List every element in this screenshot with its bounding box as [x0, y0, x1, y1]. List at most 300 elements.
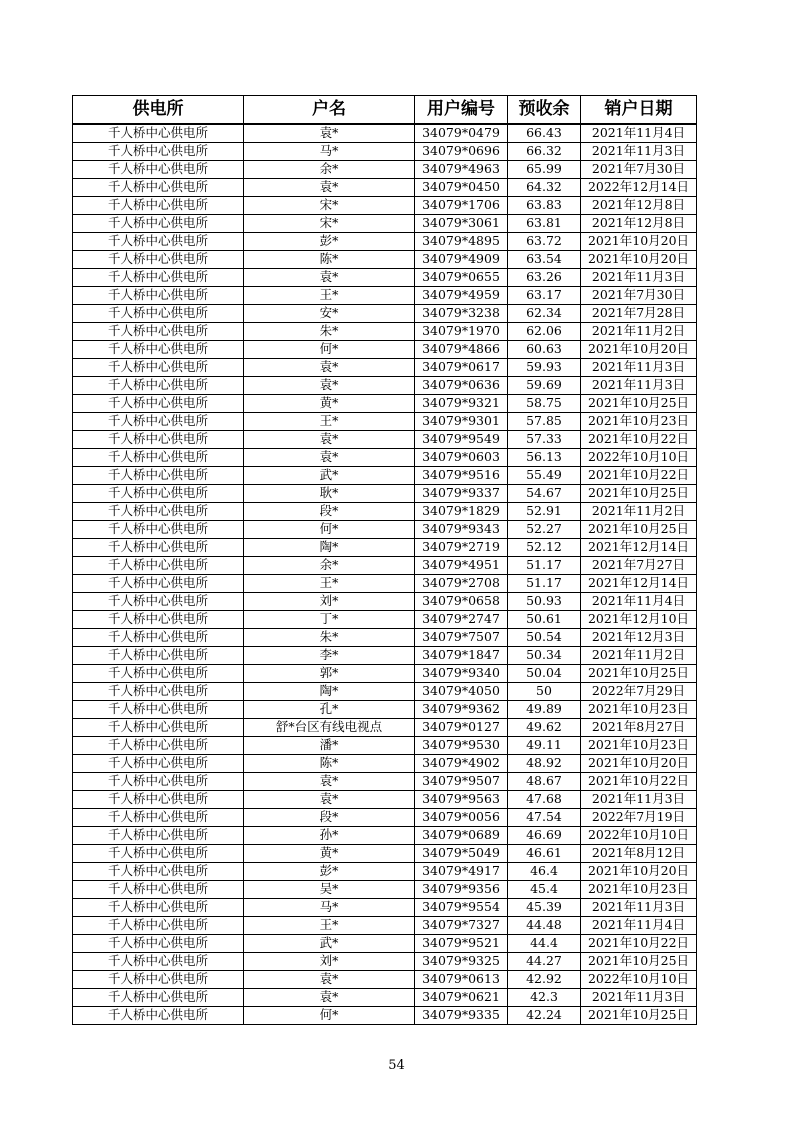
cell-user-id: 34079*1829	[415, 503, 508, 521]
cell-power-station: 千人桥中心供电所	[73, 467, 244, 485]
cell-power-station: 千人桥中心供电所	[73, 485, 244, 503]
cell-prepaid-balance: 42.92	[508, 971, 581, 989]
customer-table	[72, 95, 697, 1025]
table-row	[73, 215, 697, 233]
cell-account-name: 袁*	[244, 377, 415, 395]
cell-user-id: 34079*0127	[415, 719, 508, 737]
table-row	[73, 809, 697, 827]
cell-prepaid-balance: 51.17	[508, 557, 581, 575]
cell-user-id: 34079*0636	[415, 377, 508, 395]
cell-user-id: 34079*9507	[415, 773, 508, 791]
table-row	[73, 323, 697, 341]
cell-account-name: 宋*	[244, 215, 415, 233]
cell-power-station: 千人桥中心供电所	[73, 971, 244, 989]
cell-power-station: 千人桥中心供电所	[73, 161, 244, 179]
cell-account-name: 朱*	[244, 629, 415, 647]
cell-closure-date: 2021年11月2日	[581, 647, 697, 665]
table-row	[73, 755, 697, 773]
cell-closure-date: 2021年10月20日	[581, 233, 697, 251]
table-row	[73, 791, 697, 809]
cell-user-id: 34079*2708	[415, 575, 508, 593]
cell-prepaid-balance: 52.91	[508, 503, 581, 521]
table-row	[73, 143, 697, 161]
cell-power-station: 千人桥中心供电所	[73, 809, 244, 827]
cell-account-name: 宋*	[244, 197, 415, 215]
cell-power-station: 千人桥中心供电所	[73, 737, 244, 755]
cell-closure-date: 2021年11月3日	[581, 359, 697, 377]
cell-prepaid-balance: 62.06	[508, 323, 581, 341]
cell-closure-date: 2021年10月25日	[581, 395, 697, 413]
table-row	[73, 827, 697, 845]
cell-user-id: 34079*9343	[415, 521, 508, 539]
cell-account-name: 安*	[244, 305, 415, 323]
table-row	[73, 575, 697, 593]
cell-account-name: 彭*	[244, 863, 415, 881]
cell-power-station: 千人桥中心供电所	[73, 863, 244, 881]
cell-closure-date: 2022年10月10日	[581, 971, 697, 989]
cell-prepaid-balance: 63.72	[508, 233, 581, 251]
table-row	[73, 773, 697, 791]
cell-user-id: 34079*4959	[415, 287, 508, 305]
cell-account-name: 武*	[244, 467, 415, 485]
cell-closure-date: 2021年11月3日	[581, 899, 697, 917]
cell-closure-date: 2021年8月12日	[581, 845, 697, 863]
cell-user-id: 34079*9362	[415, 701, 508, 719]
cell-user-id: 34079*0689	[415, 827, 508, 845]
cell-account-name: 马*	[244, 899, 415, 917]
table-row	[73, 161, 697, 179]
cell-power-station: 千人桥中心供电所	[73, 251, 244, 269]
cell-prepaid-balance: 44.4	[508, 935, 581, 953]
table-row	[73, 989, 697, 1007]
cell-user-id: 34079*4909	[415, 251, 508, 269]
cell-account-name: 袁*	[244, 773, 415, 791]
cell-account-name: 袁*	[244, 791, 415, 809]
cell-power-station: 千人桥中心供电所	[73, 755, 244, 773]
cell-prepaid-balance: 65.99	[508, 161, 581, 179]
cell-account-name: 郭*	[244, 665, 415, 683]
cell-account-name: 袁*	[244, 989, 415, 1007]
table-row	[73, 124, 697, 143]
cell-user-id: 34079*4917	[415, 863, 508, 881]
cell-prepaid-balance: 64.32	[508, 179, 581, 197]
cell-closure-date: 2021年10月22日	[581, 935, 697, 953]
cell-prepaid-balance: 45.4	[508, 881, 581, 899]
cell-closure-date: 2021年7月27日	[581, 557, 697, 575]
cell-user-id: 34079*0479	[415, 124, 508, 143]
cell-user-id: 34079*4050	[415, 683, 508, 701]
cell-account-name: 袁*	[244, 449, 415, 467]
cell-power-station: 千人桥中心供电所	[73, 881, 244, 899]
cell-closure-date: 2021年12月14日	[581, 539, 697, 557]
cell-power-station: 千人桥中心供电所	[73, 377, 244, 395]
cell-closure-date: 2021年10月25日	[581, 521, 697, 539]
cell-account-name: 武*	[244, 935, 415, 953]
cell-power-station: 千人桥中心供电所	[73, 413, 244, 431]
cell-user-id: 34079*0613	[415, 971, 508, 989]
table-row	[73, 1007, 697, 1025]
cell-closure-date: 2021年11月2日	[581, 503, 697, 521]
table-row	[73, 485, 697, 503]
cell-account-name: 舒*台区有线电视点	[244, 719, 415, 737]
cell-user-id: 34079*4866	[415, 341, 508, 359]
cell-power-station: 千人桥中心供电所	[73, 899, 244, 917]
cell-account-name: 马*	[244, 143, 415, 161]
cell-closure-date: 2021年10月25日	[581, 485, 697, 503]
cell-prepaid-balance: 63.54	[508, 251, 581, 269]
cell-account-name: 袁*	[244, 269, 415, 287]
cell-power-station: 千人桥中心供电所	[73, 179, 244, 197]
cell-user-id: 34079*7507	[415, 629, 508, 647]
cell-closure-date: 2021年11月3日	[581, 377, 697, 395]
table-row	[73, 737, 697, 755]
table-row	[73, 683, 697, 701]
cell-account-name: 余*	[244, 557, 415, 575]
cell-account-name: 陶*	[244, 539, 415, 557]
cell-power-station: 千人桥中心供电所	[73, 521, 244, 539]
table-row	[73, 953, 697, 971]
page-number: 54	[388, 1058, 405, 1073]
cell-prepaid-balance: 44.27	[508, 953, 581, 971]
cell-closure-date: 2021年12月10日	[581, 611, 697, 629]
cell-power-station: 千人桥中心供电所	[73, 647, 244, 665]
cell-user-id: 34079*2719	[415, 539, 508, 557]
cell-prepaid-balance: 52.12	[508, 539, 581, 557]
cell-prepaid-balance: 57.85	[508, 413, 581, 431]
cell-prepaid-balance: 56.13	[508, 449, 581, 467]
cell-prepaid-balance: 63.83	[508, 197, 581, 215]
cell-account-name: 袁*	[244, 971, 415, 989]
cell-account-name: 袁*	[244, 431, 415, 449]
cell-power-station: 千人桥中心供电所	[73, 143, 244, 161]
cell-closure-date: 2021年11月3日	[581, 269, 697, 287]
cell-closure-date: 2021年10月20日	[581, 755, 697, 773]
cell-closure-date: 2021年11月2日	[581, 323, 697, 341]
cell-account-name: 彭*	[244, 233, 415, 251]
cell-power-station: 千人桥中心供电所	[73, 953, 244, 971]
cell-prepaid-balance: 50.61	[508, 611, 581, 629]
cell-user-id: 34079*9335	[415, 1007, 508, 1025]
cell-account-name: 何*	[244, 1007, 415, 1025]
cell-user-id: 34079*4895	[415, 233, 508, 251]
cell-prepaid-balance: 66.43	[508, 124, 581, 143]
cell-closure-date: 2021年8月27日	[581, 719, 697, 737]
cell-prepaid-balance: 45.39	[508, 899, 581, 917]
table-row	[73, 863, 697, 881]
cell-power-station: 千人桥中心供电所	[73, 665, 244, 683]
table-row	[73, 269, 697, 287]
cell-user-id: 34079*7327	[415, 917, 508, 935]
cell-closure-date: 2022年12月14日	[581, 179, 697, 197]
cell-account-name: 朱*	[244, 323, 415, 341]
cell-power-station: 千人桥中心供电所	[73, 1007, 244, 1025]
cell-account-name: 孙*	[244, 827, 415, 845]
cell-closure-date: 2021年10月25日	[581, 1007, 697, 1025]
table-row	[73, 395, 697, 413]
cell-closure-date: 2021年11月3日	[581, 143, 697, 161]
cell-user-id: 34079*9521	[415, 935, 508, 953]
cell-user-id: 34079*1847	[415, 647, 508, 665]
cell-prepaid-balance: 49.11	[508, 737, 581, 755]
table-body	[73, 124, 697, 1025]
cell-user-id: 34079*9337	[415, 485, 508, 503]
cell-user-id: 34079*9325	[415, 953, 508, 971]
cell-account-name: 王*	[244, 917, 415, 935]
cell-power-station: 千人桥中心供电所	[73, 341, 244, 359]
cell-closure-date: 2021年10月20日	[581, 341, 697, 359]
cell-closure-date: 2021年7月28日	[581, 305, 697, 323]
table-row	[73, 179, 697, 197]
cell-user-id: 34079*0658	[415, 593, 508, 611]
table-row	[73, 449, 697, 467]
cell-user-id: 34079*1706	[415, 197, 508, 215]
cell-power-station: 千人桥中心供电所	[73, 323, 244, 341]
cell-user-id: 34079*0603	[415, 449, 508, 467]
cell-prepaid-balance: 49.62	[508, 719, 581, 737]
cell-closure-date: 2021年10月23日	[581, 413, 697, 431]
table-row	[73, 521, 697, 539]
cell-user-id: 34079*1970	[415, 323, 508, 341]
cell-prepaid-balance: 46.61	[508, 845, 581, 863]
header-closure-date: 销户日期	[581, 96, 697, 125]
cell-prepaid-balance: 42.24	[508, 1007, 581, 1025]
cell-account-name: 陈*	[244, 755, 415, 773]
cell-closure-date: 2021年10月22日	[581, 773, 697, 791]
cell-account-name: 余*	[244, 161, 415, 179]
cell-power-station: 千人桥中心供电所	[73, 449, 244, 467]
cell-prepaid-balance: 57.33	[508, 431, 581, 449]
cell-user-id: 34079*0617	[415, 359, 508, 377]
header-prepaid-balance: 预收余	[508, 96, 581, 125]
cell-prepaid-balance: 52.27	[508, 521, 581, 539]
cell-power-station: 千人桥中心供电所	[73, 827, 244, 845]
table-row	[73, 935, 697, 953]
cell-prepaid-balance: 51.17	[508, 575, 581, 593]
cell-user-id: 34079*9554	[415, 899, 508, 917]
cell-power-station: 千人桥中心供电所	[73, 503, 244, 521]
table-row	[73, 431, 697, 449]
cell-prepaid-balance: 54.67	[508, 485, 581, 503]
cell-account-name: 耿*	[244, 485, 415, 503]
cell-prepaid-balance: 44.48	[508, 917, 581, 935]
cell-user-id: 34079*0056	[415, 809, 508, 827]
cell-closure-date: 2021年12月3日	[581, 629, 697, 647]
cell-closure-date: 2021年12月8日	[581, 197, 697, 215]
cell-closure-date: 2021年10月22日	[581, 467, 697, 485]
table-row	[73, 719, 697, 737]
cell-power-station: 千人桥中心供电所	[73, 215, 244, 233]
header-account-name: 户名	[244, 96, 415, 125]
cell-account-name: 刘*	[244, 593, 415, 611]
cell-power-station: 千人桥中心供电所	[73, 593, 244, 611]
cell-prepaid-balance: 63.17	[508, 287, 581, 305]
cell-power-station: 千人桥中心供电所	[73, 395, 244, 413]
cell-prepaid-balance: 63.26	[508, 269, 581, 287]
cell-power-station: 千人桥中心供电所	[73, 539, 244, 557]
cell-closure-date: 2021年10月22日	[581, 431, 697, 449]
cell-power-station: 千人桥中心供电所	[73, 683, 244, 701]
cell-prepaid-balance: 50.04	[508, 665, 581, 683]
cell-closure-date: 2021年12月14日	[581, 575, 697, 593]
table-row	[73, 557, 697, 575]
cell-account-name: 吴*	[244, 881, 415, 899]
cell-account-name: 刘*	[244, 953, 415, 971]
cell-user-id: 34079*4963	[415, 161, 508, 179]
cell-power-station: 千人桥中心供电所	[73, 431, 244, 449]
cell-power-station: 千人桥中心供电所	[73, 629, 244, 647]
cell-closure-date: 2021年11月3日	[581, 791, 697, 809]
table-row	[73, 503, 697, 521]
cell-prepaid-balance: 46.69	[508, 827, 581, 845]
cell-account-name: 孔*	[244, 701, 415, 719]
cell-prepaid-balance: 60.63	[508, 341, 581, 359]
cell-user-id: 34079*9340	[415, 665, 508, 683]
cell-prepaid-balance: 55.49	[508, 467, 581, 485]
cell-account-name: 王*	[244, 287, 415, 305]
cell-closure-date: 2022年10月10日	[581, 449, 697, 467]
cell-prepaid-balance: 47.68	[508, 791, 581, 809]
cell-closure-date: 2022年10月10日	[581, 827, 697, 845]
cell-power-station: 千人桥中心供电所	[73, 611, 244, 629]
header-user-id: 用户编号	[415, 96, 508, 125]
cell-prepaid-balance: 50.93	[508, 593, 581, 611]
header-row	[73, 96, 697, 125]
cell-closure-date: 2021年11月4日	[581, 124, 697, 143]
cell-power-station: 千人桥中心供电所	[73, 773, 244, 791]
cell-prepaid-balance: 63.81	[508, 215, 581, 233]
table-row	[73, 899, 697, 917]
cell-closure-date: 2021年10月23日	[581, 737, 697, 755]
cell-power-station: 千人桥中心供电所	[73, 269, 244, 287]
table-row	[73, 467, 697, 485]
table-row	[73, 665, 697, 683]
table-row	[73, 341, 697, 359]
cell-user-id: 34079*0621	[415, 989, 508, 1007]
table-row	[73, 251, 697, 269]
cell-closure-date: 2021年10月25日	[581, 953, 697, 971]
table-row	[73, 539, 697, 557]
cell-prepaid-balance: 47.54	[508, 809, 581, 827]
cell-account-name: 段*	[244, 809, 415, 827]
cell-user-id: 34079*5049	[415, 845, 508, 863]
cell-user-id: 34079*4902	[415, 755, 508, 773]
table-row	[73, 413, 697, 431]
cell-account-name: 李*	[244, 647, 415, 665]
cell-user-id: 34079*9563	[415, 791, 508, 809]
cell-power-station: 千人桥中心供电所	[73, 287, 244, 305]
cell-closure-date: 2021年7月30日	[581, 161, 697, 179]
cell-user-id: 34079*9301	[415, 413, 508, 431]
table-row	[73, 701, 697, 719]
cell-prepaid-balance: 50.34	[508, 647, 581, 665]
cell-power-station: 千人桥中心供电所	[73, 935, 244, 953]
cell-power-station: 千人桥中心供电所	[73, 197, 244, 215]
cell-account-name: 何*	[244, 341, 415, 359]
cell-closure-date: 2021年10月23日	[581, 701, 697, 719]
table-row	[73, 647, 697, 665]
header-power-station: 供电所	[73, 96, 244, 125]
cell-closure-date: 2021年12月8日	[581, 215, 697, 233]
cell-prepaid-balance: 42.3	[508, 989, 581, 1007]
cell-prepaid-balance: 59.93	[508, 359, 581, 377]
cell-user-id: 34079*9516	[415, 467, 508, 485]
cell-closure-date: 2021年11月3日	[581, 989, 697, 1007]
table-row	[73, 377, 697, 395]
cell-user-id: 34079*4951	[415, 557, 508, 575]
cell-prepaid-balance: 49.89	[508, 701, 581, 719]
cell-user-id: 34079*0696	[415, 143, 508, 161]
cell-power-station: 千人桥中心供电所	[73, 233, 244, 251]
cell-prepaid-balance: 48.67	[508, 773, 581, 791]
cell-user-id: 34079*9530	[415, 737, 508, 755]
cell-account-name: 丁*	[244, 611, 415, 629]
cell-prepaid-balance: 48.92	[508, 755, 581, 773]
table-row	[73, 233, 697, 251]
cell-closure-date: 2021年10月20日	[581, 863, 697, 881]
cell-user-id: 34079*0450	[415, 179, 508, 197]
cell-account-name: 袁*	[244, 179, 415, 197]
cell-account-name: 王*	[244, 575, 415, 593]
cell-account-name: 段*	[244, 503, 415, 521]
cell-closure-date: 2022年7月29日	[581, 683, 697, 701]
cell-prepaid-balance: 66.32	[508, 143, 581, 161]
cell-power-station: 千人桥中心供电所	[73, 557, 244, 575]
cell-account-name: 潘*	[244, 737, 415, 755]
table-row	[73, 287, 697, 305]
cell-prepaid-balance: 59.69	[508, 377, 581, 395]
table-row	[73, 629, 697, 647]
cell-power-station: 千人桥中心供电所	[73, 791, 244, 809]
cell-prepaid-balance: 46.4	[508, 863, 581, 881]
cell-user-id: 34079*9356	[415, 881, 508, 899]
cell-closure-date: 2021年10月25日	[581, 665, 697, 683]
table-row	[73, 881, 697, 899]
table-row	[73, 611, 697, 629]
cell-closure-date: 2021年11月4日	[581, 917, 697, 935]
cell-user-id: 34079*3238	[415, 305, 508, 323]
table-row	[73, 971, 697, 989]
cell-user-id: 34079*9549	[415, 431, 508, 449]
cell-power-station: 千人桥中心供电所	[73, 305, 244, 323]
cell-user-id: 34079*9321	[415, 395, 508, 413]
cell-account-name: 王*	[244, 413, 415, 431]
cell-closure-date: 2021年7月30日	[581, 287, 697, 305]
table-header	[73, 96, 697, 125]
cell-power-station: 千人桥中心供电所	[73, 845, 244, 863]
cell-power-station: 千人桥中心供电所	[73, 124, 244, 143]
table-row	[73, 305, 697, 323]
cell-prepaid-balance: 50.54	[508, 629, 581, 647]
cell-account-name: 陈*	[244, 251, 415, 269]
cell-closure-date: 2022年7月19日	[581, 809, 697, 827]
table-row	[73, 845, 697, 863]
cell-power-station: 千人桥中心供电所	[73, 575, 244, 593]
cell-prepaid-balance: 62.34	[508, 305, 581, 323]
cell-account-name: 黄*	[244, 845, 415, 863]
cell-account-name: 黄*	[244, 395, 415, 413]
cell-prepaid-balance: 58.75	[508, 395, 581, 413]
cell-account-name: 陶*	[244, 683, 415, 701]
cell-power-station: 千人桥中心供电所	[73, 989, 244, 1007]
cell-user-id: 34079*0655	[415, 269, 508, 287]
cell-power-station: 千人桥中心供电所	[73, 719, 244, 737]
cell-closure-date: 2021年11月4日	[581, 593, 697, 611]
table-row	[73, 197, 697, 215]
cell-power-station: 千人桥中心供电所	[73, 917, 244, 935]
cell-power-station: 千人桥中心供电所	[73, 359, 244, 377]
cell-power-station: 千人桥中心供电所	[73, 701, 244, 719]
table-row	[73, 917, 697, 935]
